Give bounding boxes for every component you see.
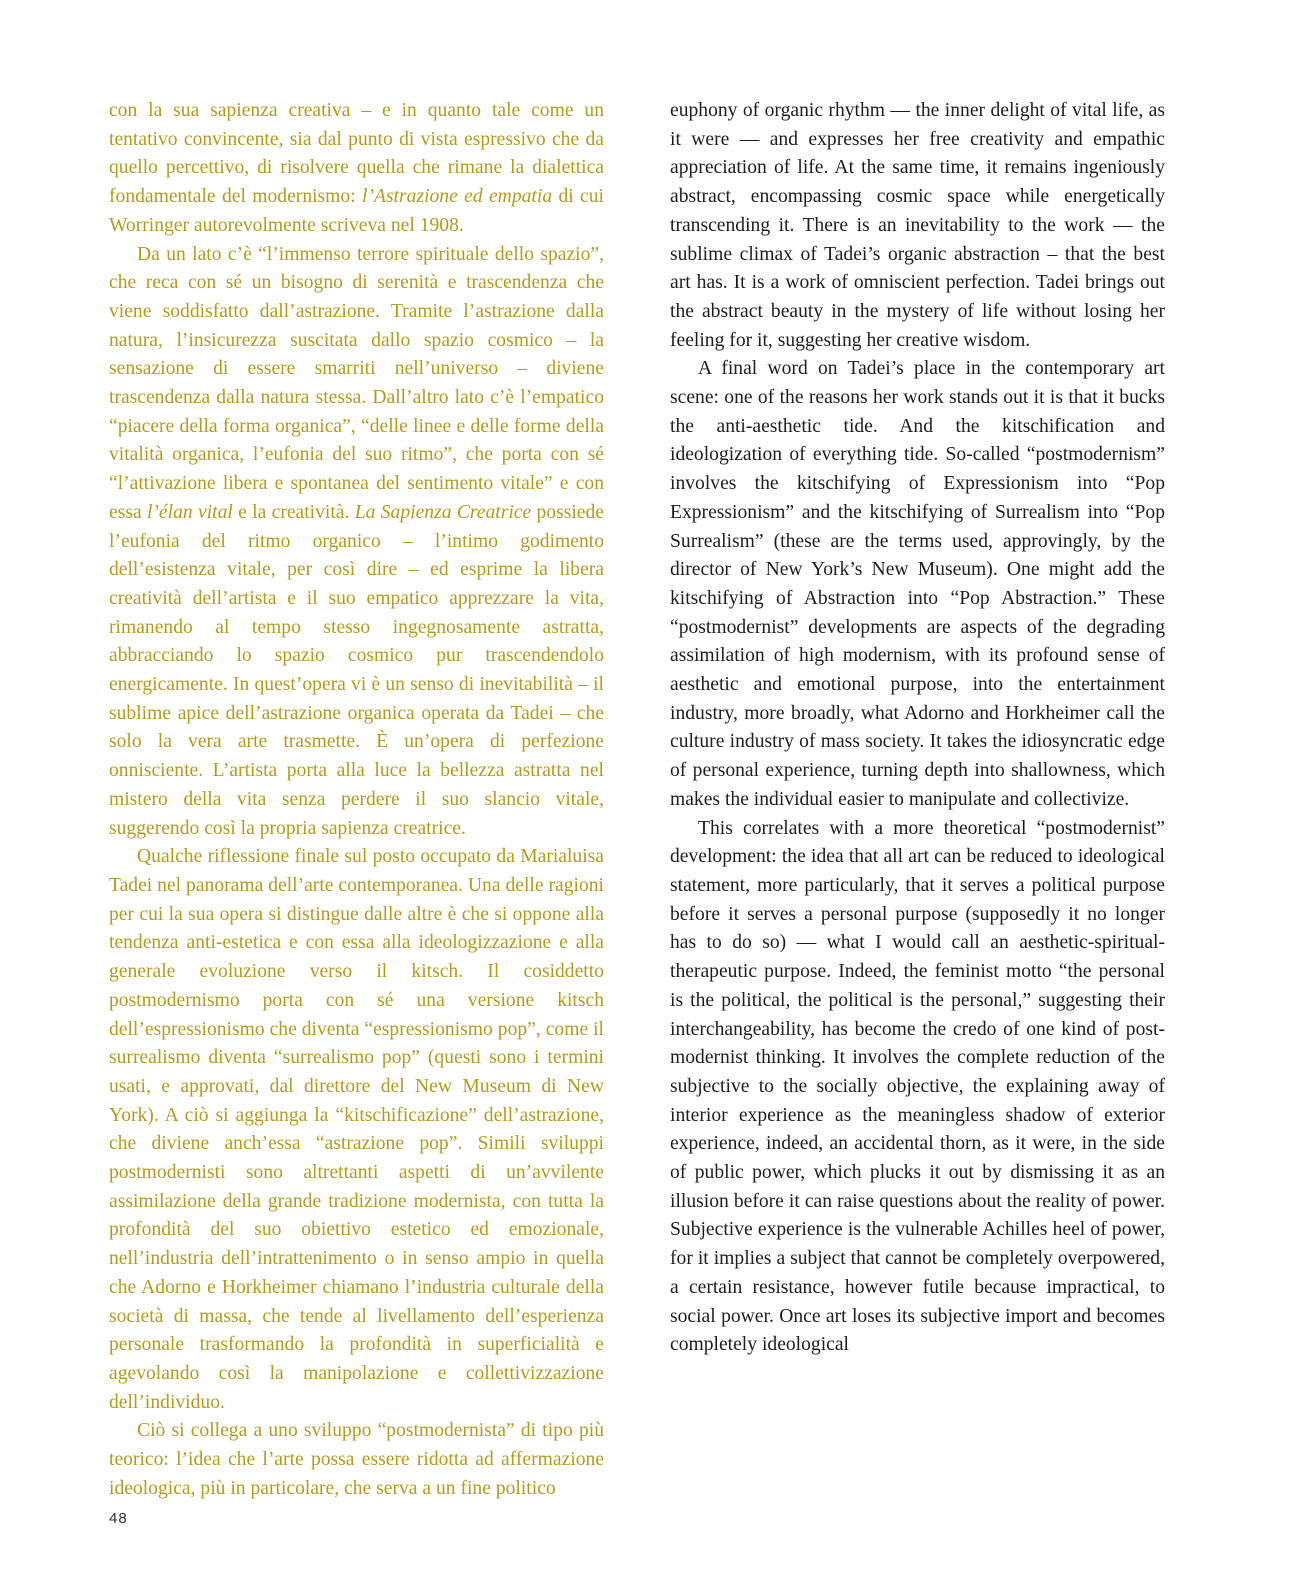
artwork-title-la-sapienza-creatrice: La Sapienza Creatrice xyxy=(354,501,532,523)
english-paragraph-3: This correlates with a more theoretical “postmodernist” development: the idea that all art can be reduced to ideological statement, more particularly, that it serves a political purpose before it serves a personal purpose (supposedly it no longer has to do so) — what I would call an aesthetic-spiritual-therapeutic purpose. Indeed, the feminist motto “the personal is the political, the political is the personal,” suggesting their interchangeability, has become the credo of one kind of post-modernist thinking. It involves the complete reduction of the subjective to the socially objective, the explaining away of interior experience as the meaningless shadow of exterior experience, indeed, an accidental thorn, as it were, in the side of public power, which plucks it out by dismissing it as an illusion before it can raise questions about the reality of power. Subjective experience is the vulnerable Achilles heel of power, for it implies a subject that cannot be completely overpowered, a certain resistance, however futile because impractical, to social power. Once art loses its subjective import and becomes completely ideological xyxy=(670,817,1165,1356)
italian-paragraph-3: Qualche riflessione finale sul posto occupato da Marialuisa Tadei nel panorama dell’arte contemporanea. Una delle ragioni per cui la sua opera si distingue dalle altre è che si oppone alla tendenza anti-estetica e con essa alla ideologizzazione e alla generale evoluzione verso il kitsch. Il cosiddetto postmodernismo porta con sé una versione kitsch dell’espressionismo che diventa “espressionismo pop”, come il surrealismo diventa “surrealismo pop” (questi sono i termini usati, e approvati, dal direttore del New Museum di New York). A ciò si aggiunga la “kitschificazione” dell’astrazione, che diviene anch’essa “astrazione pop”. Simili sviluppi postmodernisti sono altrettanti aspetti di un’avvilente assimilazione della grande tradizione modernista, con tutta la profondità del suo obiettivo estetico ed emozionale, nell’industria dell’intrattenimento o in senso ampio in quella che Adorno e Horkheimer chiamano l’industria culturale della società di massa, che tende al livellamento dell’esperienza personale trasformando la profondità in superficialità e agevolando così la manipolazione e collettivizzazione dell’individuo. xyxy=(109,846,604,1413)
english-paragraph-1: euphony of organic rhythm — the inner delight of vital life, as it were — and expresses her free creativity and empathic appreciation of life. At the same time, it remains ingeniously abstract, encompassing cosmic space while energetically transcending it. There is an inevitability to the work — the sublime climax of Tadei’s organic abstraction – that the best art has. It is a work of omniscient perfection. Tadei brings out the abstract beauty in the mystery of life without losing her feeling for it, suggesting her creative wisdom. xyxy=(670,100,1165,351)
english-paragraph-2: A final word on Tadei’s place in the contemporary art scene: one of the reasons her work stands out it is that it bucks the anti-aesthetic tide. And the kitschification and ideologization of everything tide. So-called “postmodernism” involves the kitschifying of Expressionism into “Pop Expressionism” and the kitschifying of Surrealism into “Pop Surrealism” (these are the terms used, approvingly, by the director of New York’s New Museum). One might add the kitschifying of Abstraction into “Pop Abstraction.” These “postmodernist” developments are aspects of the degrading assimilation of high modernism, with its profound sense of aesthetic and emotional purpose, into the entertainment industry, more broadly, what Adorno and Horkheimer call the culture industry of mass society. It takes the idiosyncratic edge of personal experience, turning depth into shallowness, which makes the individual easier to manipulate and collectivize. xyxy=(670,358,1165,810)
italian-text-column xyxy=(109,97,604,1503)
italic-term-elan-vital: l’élan vital xyxy=(146,501,233,523)
book-title-astrazione-ed-empatia: l’Astrazione ed empatia xyxy=(362,186,553,208)
english-text-column xyxy=(670,97,1165,1360)
italian-paragraph-4: Ciò si collega a uno sviluppo “postmodernista” di tipo più teorico: l’idea che l’arte possa essere ridotta ad affermazione ideologica, più in particolare, che serva a un fine politico xyxy=(109,1420,604,1499)
page-number: 48 xyxy=(109,1510,128,1527)
italian-paragraph-1: con la sua sapienza creativa – e in quanto tale come un tentativo convincente, sia dal punto di vista espressivo che da quello percettivo, di risolvere quella che rimane la dialettica fondamentale del modernismo: l’Astrazione ed empatia di cui Worringer autorevolmente scriveva nel 1908. xyxy=(109,100,604,236)
italian-paragraph-2: Da un lato c’è “l’immenso terrore spirituale dello spazio”, che reca con sé un bisogno di serenità e trascendenza che viene soddisfatto dall’astrazione. Tramite l’astrazione dalla natura, l’insicurezza suscitata dallo spazio cosmico – la sensazione di essere smarriti nell’universo – diviene trascendenza dalla natura stessa. Dall’altro lato c’è l’empatico “piacere della forma organica”, “delle linee e delle forme della vitalità organica, l’eufonia del suo ritmo”, che porta con sé “l’attivazione libera e spontanea del sentimento vitale” e con essa l’élan vital e la creatività. La Sapienza Creatrice possiede l’eufonia del ritmo organico – l’intimo godimento dell’esistenza vitale, per così dire – ed esprime la libera creatività dell’artista e il suo empatico apprezzare la vita, rimanendo al tempo stesso ingegnosamente astratta, abbracciando lo spazio cosmico pur trascendendolo energicamente. In quest’opera vi è un senso di inevitabilità – il sublime apice dell’astrazione organica operata da Tadei – che solo la vera arte trasmette. È un’opera di perfezione onnisciente. L’artista porta alla luce la bellezza astratta nel mistero della vita senza perdere il suo slancio vitale, suggerendo così la propria sapienza creatrice. xyxy=(109,243,604,839)
